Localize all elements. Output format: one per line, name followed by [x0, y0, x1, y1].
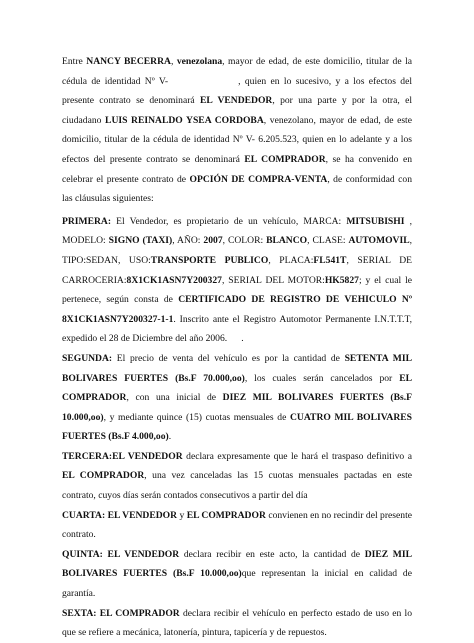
seller-role: EL VENDEDOR: [200, 95, 273, 107]
clause-segunda: SEGUNDA: El precio de venta del vehículo es por la cantidad de SETENTA MIL BOLIVARES FUERTES (Bs.F 70.000,oo), los cuales serán cancelados por EL COMPRADOR, con una inicial de DIEZ MIL BOLIVARES FUERTES (Bs.F 10.000,oo), y mediante quince (15) cuotas mensuales de CUATRO MIL BOLIVARES FUERTES (Bs.F 4.000,oo).: [62, 352, 412, 443]
seller-nationality: venezolana: [176, 56, 223, 67]
clause-label: PRIMERA:: [62, 215, 112, 227]
buyer-role: EL COMPRADOR: [244, 153, 326, 165]
clause-label: SEXTA:: [62, 607, 97, 619]
clause-label: TERCERA:: [62, 450, 113, 462]
seller-name: NANCY BECERRA: [86, 56, 171, 67]
clause-label: CUARTA:: [62, 509, 106, 521]
clause-primera: PRIMERA: El Vendedor, es propietario de un vehículo, MARCA: MITSUBISHI , MODELO: SIGNO (TAXI), AÑO: 2007, COLOR: BLANCO, CLASE: AUTOMOVIL, TIPO:SEDAN, USO:TRANSPORTE PUBLICO, PLACA:FL541T, SERIAL DE CARROCERIA:8X1CK1ASN7Y200327, SERIAL DEL MOTOR:HK5827; y el cual le pertenece, según consta de CERTIFICADO DE REGISTRO DE VEHICULO Nº 8X1CK1ASN7Y200327-1-1. Inscrito ante el Registro Automotor Permanente I.N.T.T.T, expedido el 28 de Diciembre del año 2006. .: [62, 215, 413, 345]
clause-label: QUINTA:: [62, 548, 103, 560]
clause-sexta: SEXTA: EL COMPRADOR declara recibir el vehículo en perfecto estado de uso en lo que se refiere a mecánica, latonería, pintura, tapicería y de repuestos.: [62, 607, 412, 639]
clause-label: SEGUNDA:: [62, 352, 113, 364]
clause-quinta: QUINTA: EL VENDEDOR declara recibir en este acto, la cantidad de DIEZ MIL BOLIVARES FUERTES (Bs.F 10.000,oo)que representan la inicial en calidad de garantía.: [62, 548, 412, 600]
contract-type: OPCIÓN DE COMPRA-VENTA: [189, 173, 328, 185]
buyer-name: LUIS REINALDO YSEA CORDOBA: [105, 114, 264, 126]
contract-body: [62, 52, 412, 643]
clause-cuarta: CUARTA: EL VENDEDOR y EL COMPRADOR convienen en no recindir del presente contrato.: [62, 509, 413, 541]
intro-paragraph: Entre NANCY BECERRA, venezolana, mayor de edad, de este domicilio, titular de la cédula de identidad Nº V- , quien en lo sucesivo, y a los efectos del presente contrato se denominará EL VENDEDOR, por una parte y por la otra, el ciudadano LUIS REINALDO YSEA CORDOBA, venezolano, mayor de edad, de este domicilio, titular de la cédula de identidad Nº V- 6.205.523, quien en lo adelante y a los efectos del presente contrato se denominará EL COMPRADOR, se ha convenido en celebrar el presente contrato de OPCIÓN DE COMPRA-VENTA, de conformidad con las cláusulas siguientes:: [62, 56, 413, 205]
clause-tercera: TERCERA:EL VENDEDOR declara expresamente que le hará el traspaso definitivo a EL COMPRADOR, una vez canceladas las 15 cuotas mensuales pactadas en este contrato, cuyos días serán contados consecutivos a partir del día: [62, 450, 412, 502]
